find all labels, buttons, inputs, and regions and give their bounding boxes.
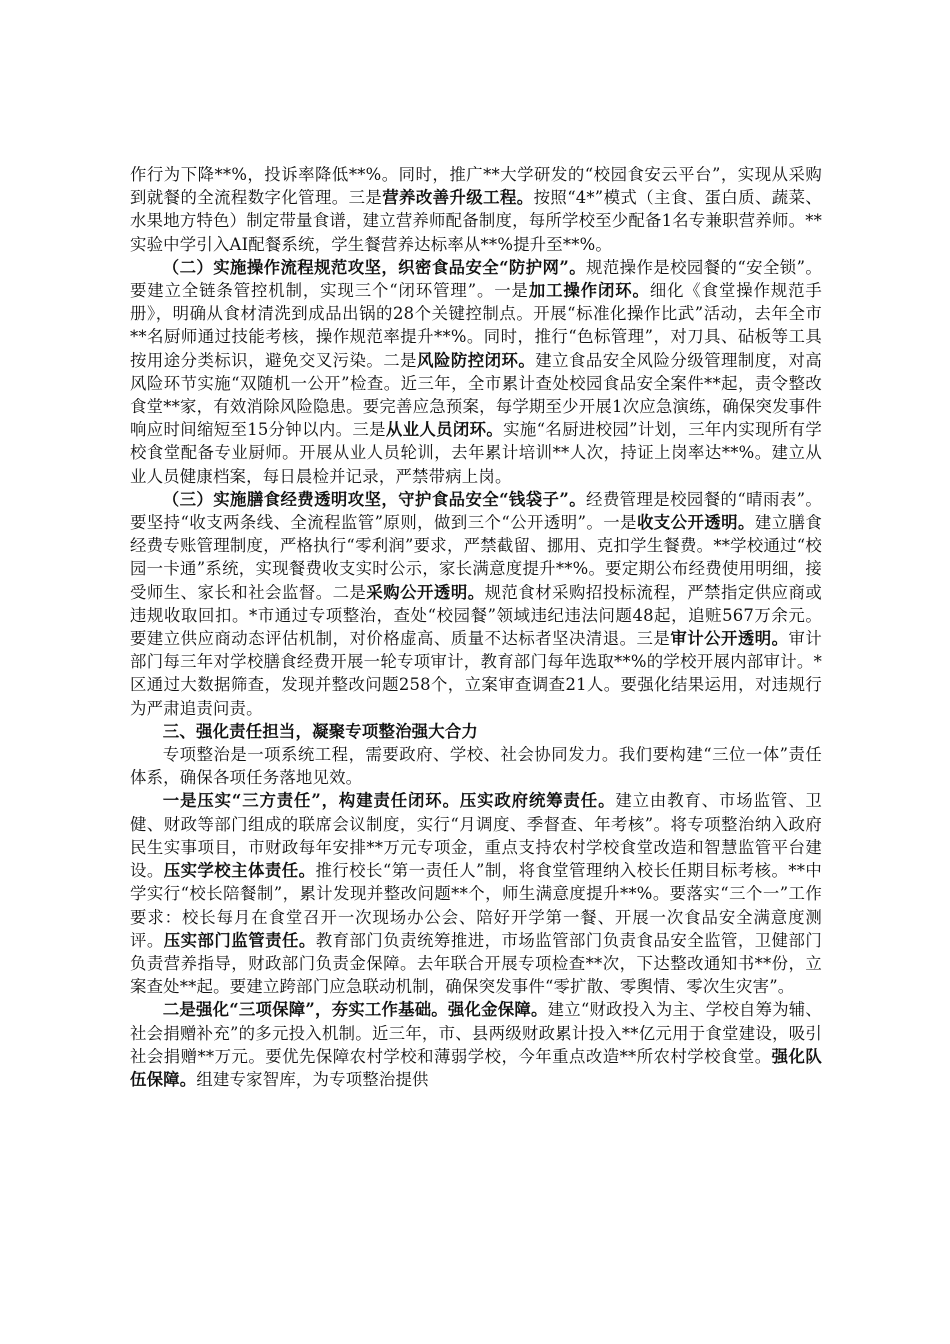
text: 规范食材采购招投标流程，严禁指定供应商或违规收取回扣。*市通过专项整治，查处“校园餐”领域违纪违法问题48起，追赃567万余元。要建立供应商动态评估机制，对价格虚高、质量不达标者坚决清退。三是	[130, 582, 822, 649]
subheading: （三）实施膳食经费透明攻坚，守护食品安全“钱袋子”。	[162, 489, 587, 509]
bold-phrase: 审计公开透明。	[670, 629, 789, 649]
text: 建立食品安全风险分级管理制度，对高风险环节实施“双随机一公开”检查。近三年，全市累计查处校园食品安全案件**起，责令整改食堂**家，有效消除风险隐患。要完善应急预案，每学期至少开展1次应急演练，确保突发事件响应时间缩短至15分钟以内。三是	[130, 350, 822, 440]
text: 按照“4*”模式（主食、蛋白质、蔬菜、水果地方特色）制定带量食谱，建立营养师配备制度，每所学校至少配备1名专兼职营养师。**实验中学引入AI配餐系统，学生餐营养达标率从**%提升至**%。	[130, 188, 822, 254]
paragraph-responsibility	[130, 789, 822, 998]
text: 作行为下降**%，投诉率降低**%。同时，推广**大学研发的“校园食安云平台”，实现从采购到就餐的全流程数字化管理。三是	[130, 165, 822, 208]
paragraph-intro: 专项整治是一项系统工程，需要政府、学校、社会协同发力。我们要构建“三位一体”责任体系，确保各项任务落地见效。	[130, 745, 822, 788]
bold-phrase: 一是压实“三方责任”，构建责任闭环。压实政府统筹责任。	[162, 791, 616, 811]
bold-phrase: 压实部门监管责任。	[163, 930, 316, 950]
text: 建立膳食经费专账管理制度，严格执行“零利润”要求，严禁截留、挪用、克扣学生餐费。**学校通过“校园一卡通”系统，实现餐费收支实时公示，家长满意度提升**%。要定期公布经费使用明细，接受师生、家长和社会监督。二是	[130, 513, 822, 602]
text: 建立由教育、市场监管、卫健、财政等部门组成的联席会议制度，实行“月调度、季督查、年考核”。将专项整治纳入政府民生实事项目，市财政每年安排**万元专项金，重点支持农村学校食堂改造和智慧监管平台建设。	[130, 791, 822, 881]
paragraph-operations	[130, 256, 822, 488]
section-heading: 三、强化责任担当，凝聚专项整治强大合力	[162, 721, 479, 741]
bold-phrase: 二是强化“三项保障”，夯实工作基础。强化金保障。	[162, 1000, 548, 1020]
bold-phrase: 从业人员闭环。	[385, 420, 504, 440]
bold-phrase: 采购公开透明。	[366, 582, 485, 602]
bold-phrase: 加工操作闭环。	[528, 281, 650, 301]
document-page	[130, 163, 822, 1091]
bold-phrase: 收支公开透明。	[636, 513, 755, 533]
paragraph-guarantee	[130, 998, 822, 1091]
text: 审计部门每三年对学校膳食经费开展一轮专项审计，教育部门每年选取**%的学校开展内部审计。*区通过大数据筛查，发现并整改问题258个，立案审查调查21人。要强化结果运用，对违规行为严肃追责问责。	[130, 629, 822, 718]
text: 教育部门负责统筹推进，市场监管部门负责食品安全监管，卫健部门负责营养指导，财政部门负责金保障。去年联合开展专项检查**次，下达整改通知书**份，立案查处**起。要建立跨部门应急联动机制，确保突发事件“零扩散、零舆情、零次生灾害”。	[130, 930, 822, 997]
text: 规范操作是校园餐的“安全锁”。要建立全链条管控机制，实现三个“闭环管理”。一是	[130, 257, 822, 301]
text: 经费管理是校园餐的“晴雨表”。要坚持“收支两条线、全流程监管”原则，做到三个“公开透明”。一是	[130, 489, 822, 533]
text: 推行校长“第一责任人”制，将食堂管理纳入校长任期目标考核。**中学实行“校长陪餐制”，累计发现并整改问题**个，师生满意度提升**%。要落实“三个一”工作要求：校长每月在食堂召开一次现场办公会、陪好开学第一餐、开展一次食品安全满意度测评。	[130, 861, 822, 950]
paragraph-nutrition	[130, 163, 822, 256]
text: 实施“名厨进校园”计划，三年内实现所有学校食堂配备专业厨师。开展从业人员轮训，去年累计培训**人次，持证上岗率达**%。建立从业人员健康档案，每日晨检并记录，严禁带病上岗。	[130, 420, 822, 486]
text: 建立“财政投入为主、学校自筹为辅、社会捐赠补充”的多元投入机制。近三年，市、县两级财政累计投入**亿元用于食堂建设，吸引社会捐赠**万元。要优先保障农村学校和薄弱学校，今年重点改造**所农村学校食堂。	[130, 1000, 823, 1066]
text: 细化《食堂操作规范手册》，明确从食材清洗到成品出锅的28个关键控制点。开展“标准化操作比武”活动，去年全市**名厨师通过技能考核，操作规范率提升**%。同时，推行“色标管理”，对刀具、砧板等工具按用途分类标识，避免交叉污染。二是	[130, 281, 823, 370]
bold-phrase: 营养改善升级工程。	[382, 188, 534, 208]
text: 组建专家智库，为专项整治提供	[196, 1069, 429, 1089]
bold-phrase: 压实学校主体责任。	[163, 861, 316, 881]
paragraph-funding	[130, 488, 822, 720]
subheading: （二）实施操作流程规范攻坚，织密食品安全“防护网”。	[162, 257, 587, 277]
bold-phrase: 风险防控闭环。	[417, 350, 536, 370]
bold-phrase: 强化队伍保障。	[130, 1046, 822, 1089]
